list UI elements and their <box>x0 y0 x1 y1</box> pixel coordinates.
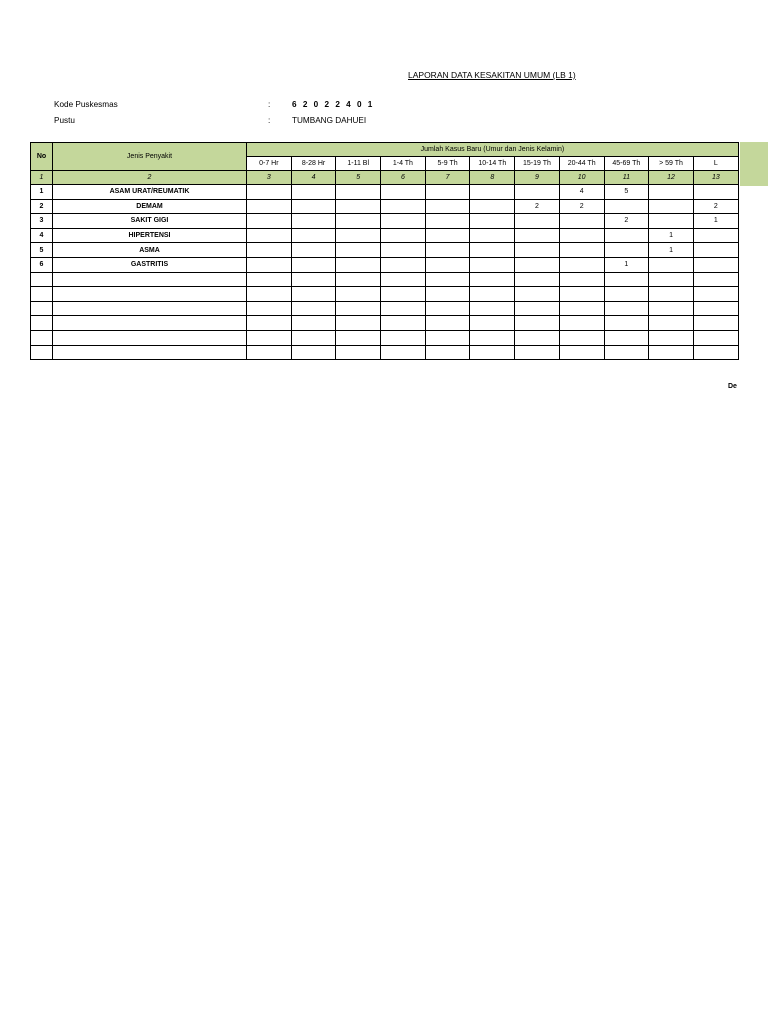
age-header-4: 5-9 Th <box>425 157 470 171</box>
empty-cell <box>381 287 426 302</box>
case-count-cell <box>381 243 426 258</box>
column-number-1: 2 <box>53 171 247 185</box>
empty-cell <box>336 330 381 345</box>
age-header-7: 20-44 Th <box>559 157 604 171</box>
case-count-cell <box>559 257 604 272</box>
empty-cell <box>31 272 53 287</box>
col-no-header: No <box>31 143 53 171</box>
col-name-header: Jenis Penyakit <box>53 143 247 171</box>
empty-cell <box>515 301 560 316</box>
case-count-cell <box>649 199 694 214</box>
empty-cell <box>604 301 649 316</box>
empty-cell <box>604 272 649 287</box>
case-count-cell <box>381 185 426 200</box>
row-number: 5 <box>31 243 53 258</box>
case-count-cell <box>247 243 292 258</box>
case-count-cell <box>336 257 381 272</box>
case-count-cell <box>247 199 292 214</box>
case-count-cell <box>470 185 515 200</box>
empty-cell <box>515 316 560 331</box>
case-count-cell: 1 <box>604 257 649 272</box>
table-row <box>31 257 739 272</box>
case-count-cell <box>425 214 470 229</box>
row-number: 6 <box>31 257 53 272</box>
empty-cell <box>53 272 247 287</box>
case-count-cell <box>381 228 426 243</box>
case-count-cell <box>291 185 336 200</box>
case-count-cell <box>291 228 336 243</box>
column-number-2: 3 <box>247 171 292 185</box>
empty-cell <box>559 330 604 345</box>
empty-cell <box>336 316 381 331</box>
case-count-cell <box>381 257 426 272</box>
empty-table-row <box>31 301 739 316</box>
empty-cell <box>247 345 292 360</box>
case-count-cell <box>336 228 381 243</box>
case-count-cell <box>425 199 470 214</box>
case-count-cell <box>515 257 560 272</box>
column-number-12: 13 <box>693 171 738 185</box>
empty-cell <box>53 287 247 302</box>
lb1-table <box>30 142 739 360</box>
kode-puskesmas-value: 6 2 0 2 2 4 0 1 <box>292 100 375 109</box>
row-number: 1 <box>31 185 53 200</box>
column-number-9: 10 <box>559 171 604 185</box>
age-header-9: > 59 Th <box>649 157 694 171</box>
case-count-cell: 2 <box>515 199 560 214</box>
case-count-cell <box>649 214 694 229</box>
disease-name: GASTRITIS <box>53 257 247 272</box>
disease-name: SAKIT GIGI <box>53 214 247 229</box>
empty-table-row <box>31 316 739 331</box>
empty-cell <box>336 287 381 302</box>
case-count-cell <box>693 243 738 258</box>
empty-cell <box>381 345 426 360</box>
empty-cell <box>604 287 649 302</box>
empty-cell <box>470 330 515 345</box>
empty-cell <box>381 272 426 287</box>
empty-table-row <box>31 330 739 345</box>
empty-cell <box>247 287 292 302</box>
empty-table-row <box>31 287 739 302</box>
empty-cell <box>425 272 470 287</box>
age-header-5: 10-14 Th <box>470 157 515 171</box>
case-count-cell <box>693 257 738 272</box>
age-header-6: 15-19 Th <box>515 157 560 171</box>
case-count-cell <box>336 185 381 200</box>
table-row <box>31 185 739 200</box>
case-count-cell: 1 <box>649 243 694 258</box>
case-count-cell <box>515 228 560 243</box>
pustu-label: Pustu <box>54 116 75 125</box>
empty-cell <box>425 316 470 331</box>
empty-cell <box>649 272 694 287</box>
empty-cell <box>559 272 604 287</box>
case-count-cell <box>336 199 381 214</box>
empty-cell <box>693 272 738 287</box>
empty-cell <box>649 287 694 302</box>
column-number-7: 8 <box>470 171 515 185</box>
column-number-3: 4 <box>291 171 336 185</box>
disease-name: DEMAM <box>53 199 247 214</box>
case-count-cell <box>247 257 292 272</box>
disease-name: HIPERTENSI <box>53 228 247 243</box>
case-count-cell: 2 <box>693 199 738 214</box>
case-count-cell <box>425 243 470 258</box>
age-header-0: 0-7 Hr <box>247 157 292 171</box>
case-count-cell <box>470 257 515 272</box>
empty-cell <box>291 301 336 316</box>
empty-cell <box>291 316 336 331</box>
empty-cell <box>649 316 694 331</box>
case-count-cell <box>470 199 515 214</box>
kode-puskesmas-label: Kode Puskesmas <box>54 100 118 109</box>
case-count-cell <box>515 185 560 200</box>
empty-cell <box>693 345 738 360</box>
empty-cell <box>693 287 738 302</box>
footer-text: De <box>728 383 737 390</box>
pustu-separator: : <box>268 116 271 125</box>
case-count-cell <box>425 185 470 200</box>
row-number: 3 <box>31 214 53 229</box>
age-group-header: Jumlah Kasus Baru (Umur dan Jenis Kelamin) <box>247 143 739 157</box>
case-count-cell <box>247 185 292 200</box>
pustu-value: TUMBANG DAHUEI <box>292 116 367 125</box>
table-row <box>31 243 739 258</box>
empty-cell <box>604 345 649 360</box>
report-title: LAPORAN DATA KESAKITAN UMUM (LB 1) <box>408 70 576 80</box>
row-number: 4 <box>31 228 53 243</box>
empty-cell <box>649 345 694 360</box>
empty-cell <box>693 316 738 331</box>
case-count-cell: 5 <box>604 185 649 200</box>
case-count-cell <box>559 243 604 258</box>
case-count-cell <box>291 257 336 272</box>
case-count-cell <box>291 243 336 258</box>
empty-cell <box>649 301 694 316</box>
empty-cell <box>693 301 738 316</box>
case-count-cell: 1 <box>649 228 694 243</box>
empty-cell <box>649 330 694 345</box>
case-count-cell <box>291 214 336 229</box>
case-count-cell <box>470 214 515 229</box>
empty-cell <box>53 330 247 345</box>
column-number-5: 6 <box>381 171 426 185</box>
empty-cell <box>604 316 649 331</box>
empty-cell <box>470 287 515 302</box>
row-number: 2 <box>31 199 53 214</box>
age-header-10: L <box>693 157 738 171</box>
empty-cell <box>291 330 336 345</box>
empty-cell <box>425 301 470 316</box>
empty-cell <box>381 301 426 316</box>
case-count-cell <box>559 228 604 243</box>
table-row <box>31 214 739 229</box>
column-number-11: 12 <box>649 171 694 185</box>
empty-cell <box>247 316 292 331</box>
case-count-cell <box>693 185 738 200</box>
column-number-10: 11 <box>604 171 649 185</box>
case-count-cell <box>604 228 649 243</box>
case-count-cell <box>470 243 515 258</box>
empty-cell <box>425 330 470 345</box>
empty-cell <box>425 287 470 302</box>
disease-name: ASAM URAT/REUMATIK <box>53 185 247 200</box>
column-number-4: 5 <box>336 171 381 185</box>
case-count-cell: 1 <box>693 214 738 229</box>
empty-table-row <box>31 272 739 287</box>
column-number-0: 1 <box>31 171 53 185</box>
case-count-cell <box>425 228 470 243</box>
empty-cell <box>515 287 560 302</box>
empty-cell <box>559 316 604 331</box>
case-count-cell <box>381 199 426 214</box>
empty-cell <box>515 345 560 360</box>
case-count-cell <box>515 214 560 229</box>
table-row <box>31 199 739 214</box>
empty-cell <box>336 272 381 287</box>
empty-cell <box>247 272 292 287</box>
case-count-cell <box>649 257 694 272</box>
kode-separator: : <box>268 100 271 109</box>
case-count-cell: 2 <box>559 199 604 214</box>
empty-cell <box>470 345 515 360</box>
empty-cell <box>559 345 604 360</box>
empty-cell <box>31 330 53 345</box>
case-count-cell <box>291 199 336 214</box>
case-count-cell <box>470 228 515 243</box>
empty-cell <box>336 345 381 360</box>
empty-cell <box>31 316 53 331</box>
case-count-cell <box>693 228 738 243</box>
empty-cell <box>515 330 560 345</box>
empty-table-row <box>31 345 739 360</box>
case-count-cell: 4 <box>559 185 604 200</box>
empty-cell <box>291 287 336 302</box>
case-count-cell <box>515 243 560 258</box>
empty-cell <box>559 301 604 316</box>
empty-cell <box>515 272 560 287</box>
empty-cell <box>470 301 515 316</box>
empty-cell <box>470 272 515 287</box>
column-number-8: 9 <box>515 171 560 185</box>
empty-cell <box>53 301 247 316</box>
empty-cell <box>53 345 247 360</box>
case-count-cell <box>336 214 381 229</box>
case-count-cell <box>559 214 604 229</box>
case-count-cell <box>425 257 470 272</box>
empty-cell <box>31 287 53 302</box>
age-header-1: 8-28 Hr <box>291 157 336 171</box>
empty-cell <box>693 330 738 345</box>
table-row <box>31 228 739 243</box>
empty-cell <box>31 301 53 316</box>
empty-cell <box>336 301 381 316</box>
column-number-6: 7 <box>425 171 470 185</box>
case-count-cell <box>247 228 292 243</box>
case-count-cell <box>336 243 381 258</box>
disease-name: ASMA <box>53 243 247 258</box>
case-count-cell <box>649 185 694 200</box>
case-count-cell <box>604 199 649 214</box>
empty-cell <box>53 316 247 331</box>
age-header-8: 45-69 Th <box>604 157 649 171</box>
empty-cell <box>381 316 426 331</box>
case-count-cell <box>247 214 292 229</box>
empty-cell <box>559 287 604 302</box>
empty-cell <box>247 330 292 345</box>
empty-cell <box>604 330 649 345</box>
empty-cell <box>381 330 426 345</box>
empty-cell <box>291 345 336 360</box>
empty-cell <box>247 301 292 316</box>
age-header-3: 1-4 Th <box>381 157 426 171</box>
empty-cell <box>425 345 470 360</box>
case-count-cell <box>604 243 649 258</box>
green-side-tab <box>740 142 768 186</box>
case-count-cell <box>381 214 426 229</box>
empty-cell <box>470 316 515 331</box>
empty-cell <box>291 272 336 287</box>
age-header-2: 1-11 Bl <box>336 157 381 171</box>
empty-cell <box>31 345 53 360</box>
case-count-cell: 2 <box>604 214 649 229</box>
